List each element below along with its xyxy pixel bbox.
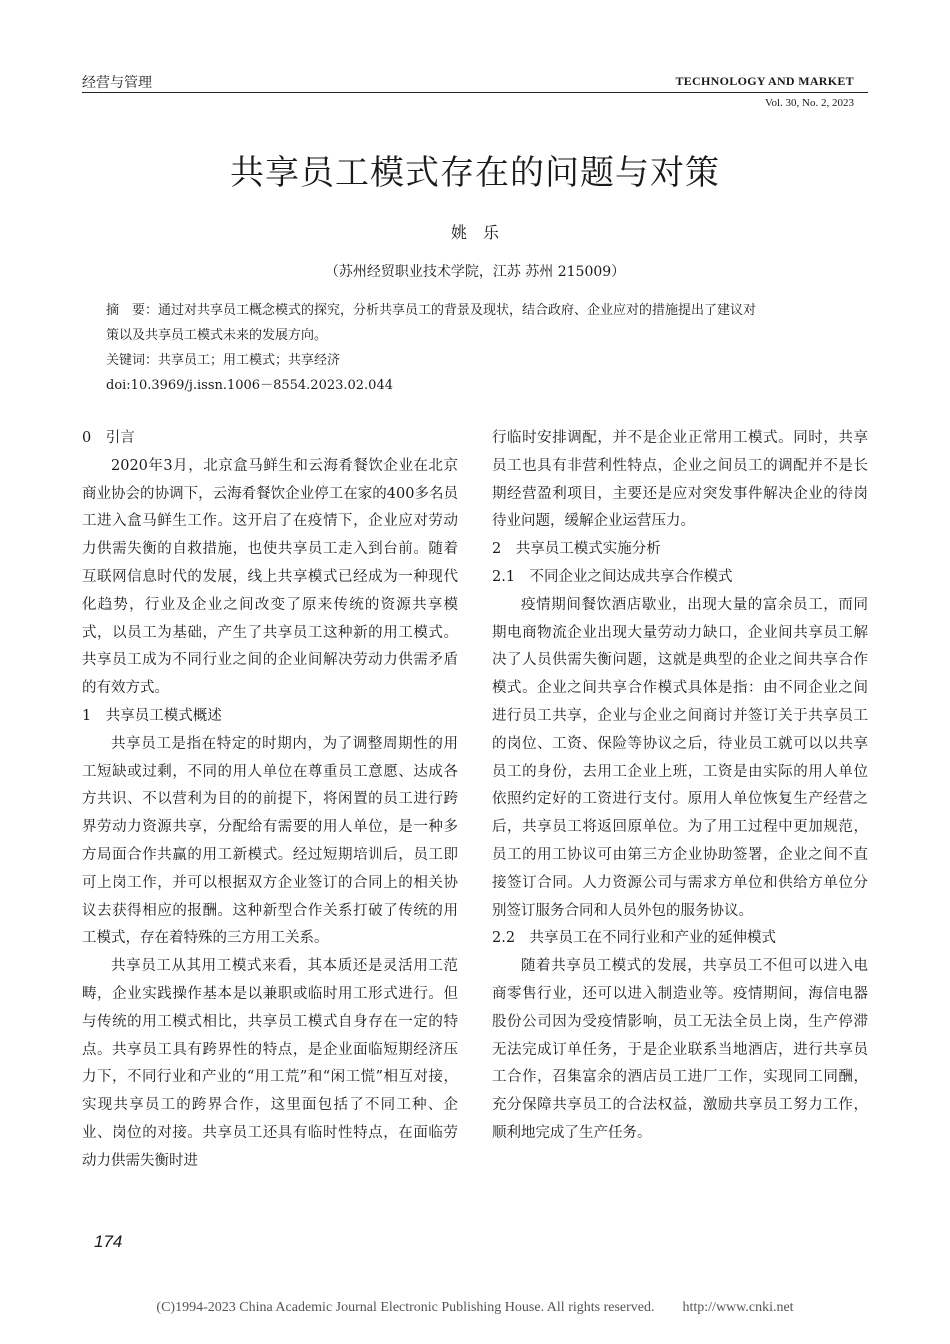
heading-analysis: 2 共享员工模式实施分析 [492,541,661,558]
header-rule [82,92,868,93]
paragraph: 2020年3月，北京盒马鲜生和云海肴餐饮企业在北京商业协会的协调下，云海肴餐饮企业停工在家的400多名员工进入盒马鲜生工作。这开启了在疫情下，企业应对劳动力供需失衡的自救措施，也使共享员工走入到台前。随着互联网信息时代的发展，线上共享模式已经成为一种现代化趋势，行业及企业之间改变了原来传统的资源共享模式，以员工为基础，产生了共享员工这种新的用工模式。共享员工成为不同行业之间的企业间解决劳动力供需矛盾的有效方式。 [82,457,458,697]
paragraph: 共享员工是指在特定的时期内，为了调整周期性的用工短缺或过剩，不同的用人单位在尊重员工意愿、达成各方共识、不以营利为目的的前提下，将闲置的员工进行跨界劳动力资源共享，分配给有需要的用人单位，是一种多方局面合作共赢的用工新模式。经过短期培训后，员工即可上岗工作，并可以根据双方企业签订的合同上的相关协议去获得相应的报酬。这种新型合作关系打破了传统的用工模式，存在着特殊的三方用工关系。 [82,735,458,947]
header-journal: TECHNOLOGY AND MARKET [675,74,854,88]
abstract-block [106,298,854,398]
heading-2-1: 2.1 不同企业之间达成共享合作模式 [492,568,733,585]
header-volume: Vol. 30, No. 2, 2023 [764,97,854,109]
heading-introduction: 0 引言 [82,430,135,446]
keywords: 关键词：共享员工；用工模式；共享经济 [106,353,341,368]
paragraph-continued: 行临时安排调配，并不是企业正常用工模式。同时，共享员工也具有非营利性特点，企业之间员工的调配并不是长期经营盈利项目，主要还是应对突发事件解决企业的待岗待业问题，缓解企业运营压力。 [492,430,868,530]
header-section: 经营与管理 [82,75,152,91]
copyright-footer: (C)1994-2023 China Academic Journal Electronic Publishing House. All rights reserved. http://www.cnki.net [156,1300,794,1315]
paragraph: 随着共享员工模式的发展，共享员工不但可以进入电商零售行业，还可以进入制造业等。疫情期间，海信电器股份公司因为受疫情影响，员工无法全员上岗，生产停滞无法完成订单任务，于是企业联系当地酒店，进行共享员工合作，召集富余的酒店员工进厂工作，实现同工同酬，充分保障共享员工的合法权益，激励共享员工努力工作，顺利地完成了生产任务。 [492,958,868,1141]
page-number: 174 [94,1232,123,1251]
left-column [82,425,458,1176]
article-affiliation: （苏州经贸职业技术学院，江苏 苏州 215009） [324,264,626,280]
abstract-line-1: 摘 要：通过对共享员工概念模式的探究，分析共享员工的背景及现状，结合政府、企业应对的措施提出了建议对 [106,303,757,318]
abstract-line-2: 策以及共享员工模式未来的发展方向。 [106,328,328,343]
article-author: 姚 乐 [450,223,499,242]
doi: doi:10.3969/j.issn.1006－8554.2023.02.044 [106,378,393,393]
paragraph: 疫情期间餐饮酒店歇业，出现大量的富余员工，而同期电商物流企业出现大量劳动力缺口，企业间共享员工解决了人员供需失衡问题，这就是典型的企业之间共享合作模式。企业之间共享合作模式具体是指：由不同企业之间进行员工共享，企业与企业之间商讨并签订关于共享员工的岗位、工资、保险等协议之后，待业员工就可以以共享员工的身份，去用工企业上班，工资是由实际的用人单位依照约定好的工资进行支付。原用人单位恢复生产经营之后，共享员工将返回原单位。为了用工过程中更加规范，员工的用工协议可由第三方企业协助签署，企业之间不直接签订合同。人力资源公司与需求方单位和供给方单位分别签订服务合同和人员外包的服务协议。 [492,596,868,919]
heading-2-2: 2.2 共享员工在不同行业和产业的延伸模式 [492,930,777,947]
heading-overview: 1 共享员工模式概述 [82,707,222,724]
right-column [492,425,868,1148]
paragraph: 共享员工从其用工模式来看，其本质还是灵活用工范畴，企业实践操作基本是以兼职或临时用工形式进行。但与传统的用工模式相比，共享员工模式自身存在一定的特点。共享员工具有跨界性的特点，是企业面临短期经济压力下，不同行业和产业的“用工荒”和“闲工慌”相互对接，实现共享员工的跨界合作，这里面包括了不同工种、企业、岗位的对接。共享员工还具有临时性特点，在面临劳动力供需失衡时进 [82,958,458,1169]
article-title: 共享员工模式存在的问题与对策 [230,153,720,193]
